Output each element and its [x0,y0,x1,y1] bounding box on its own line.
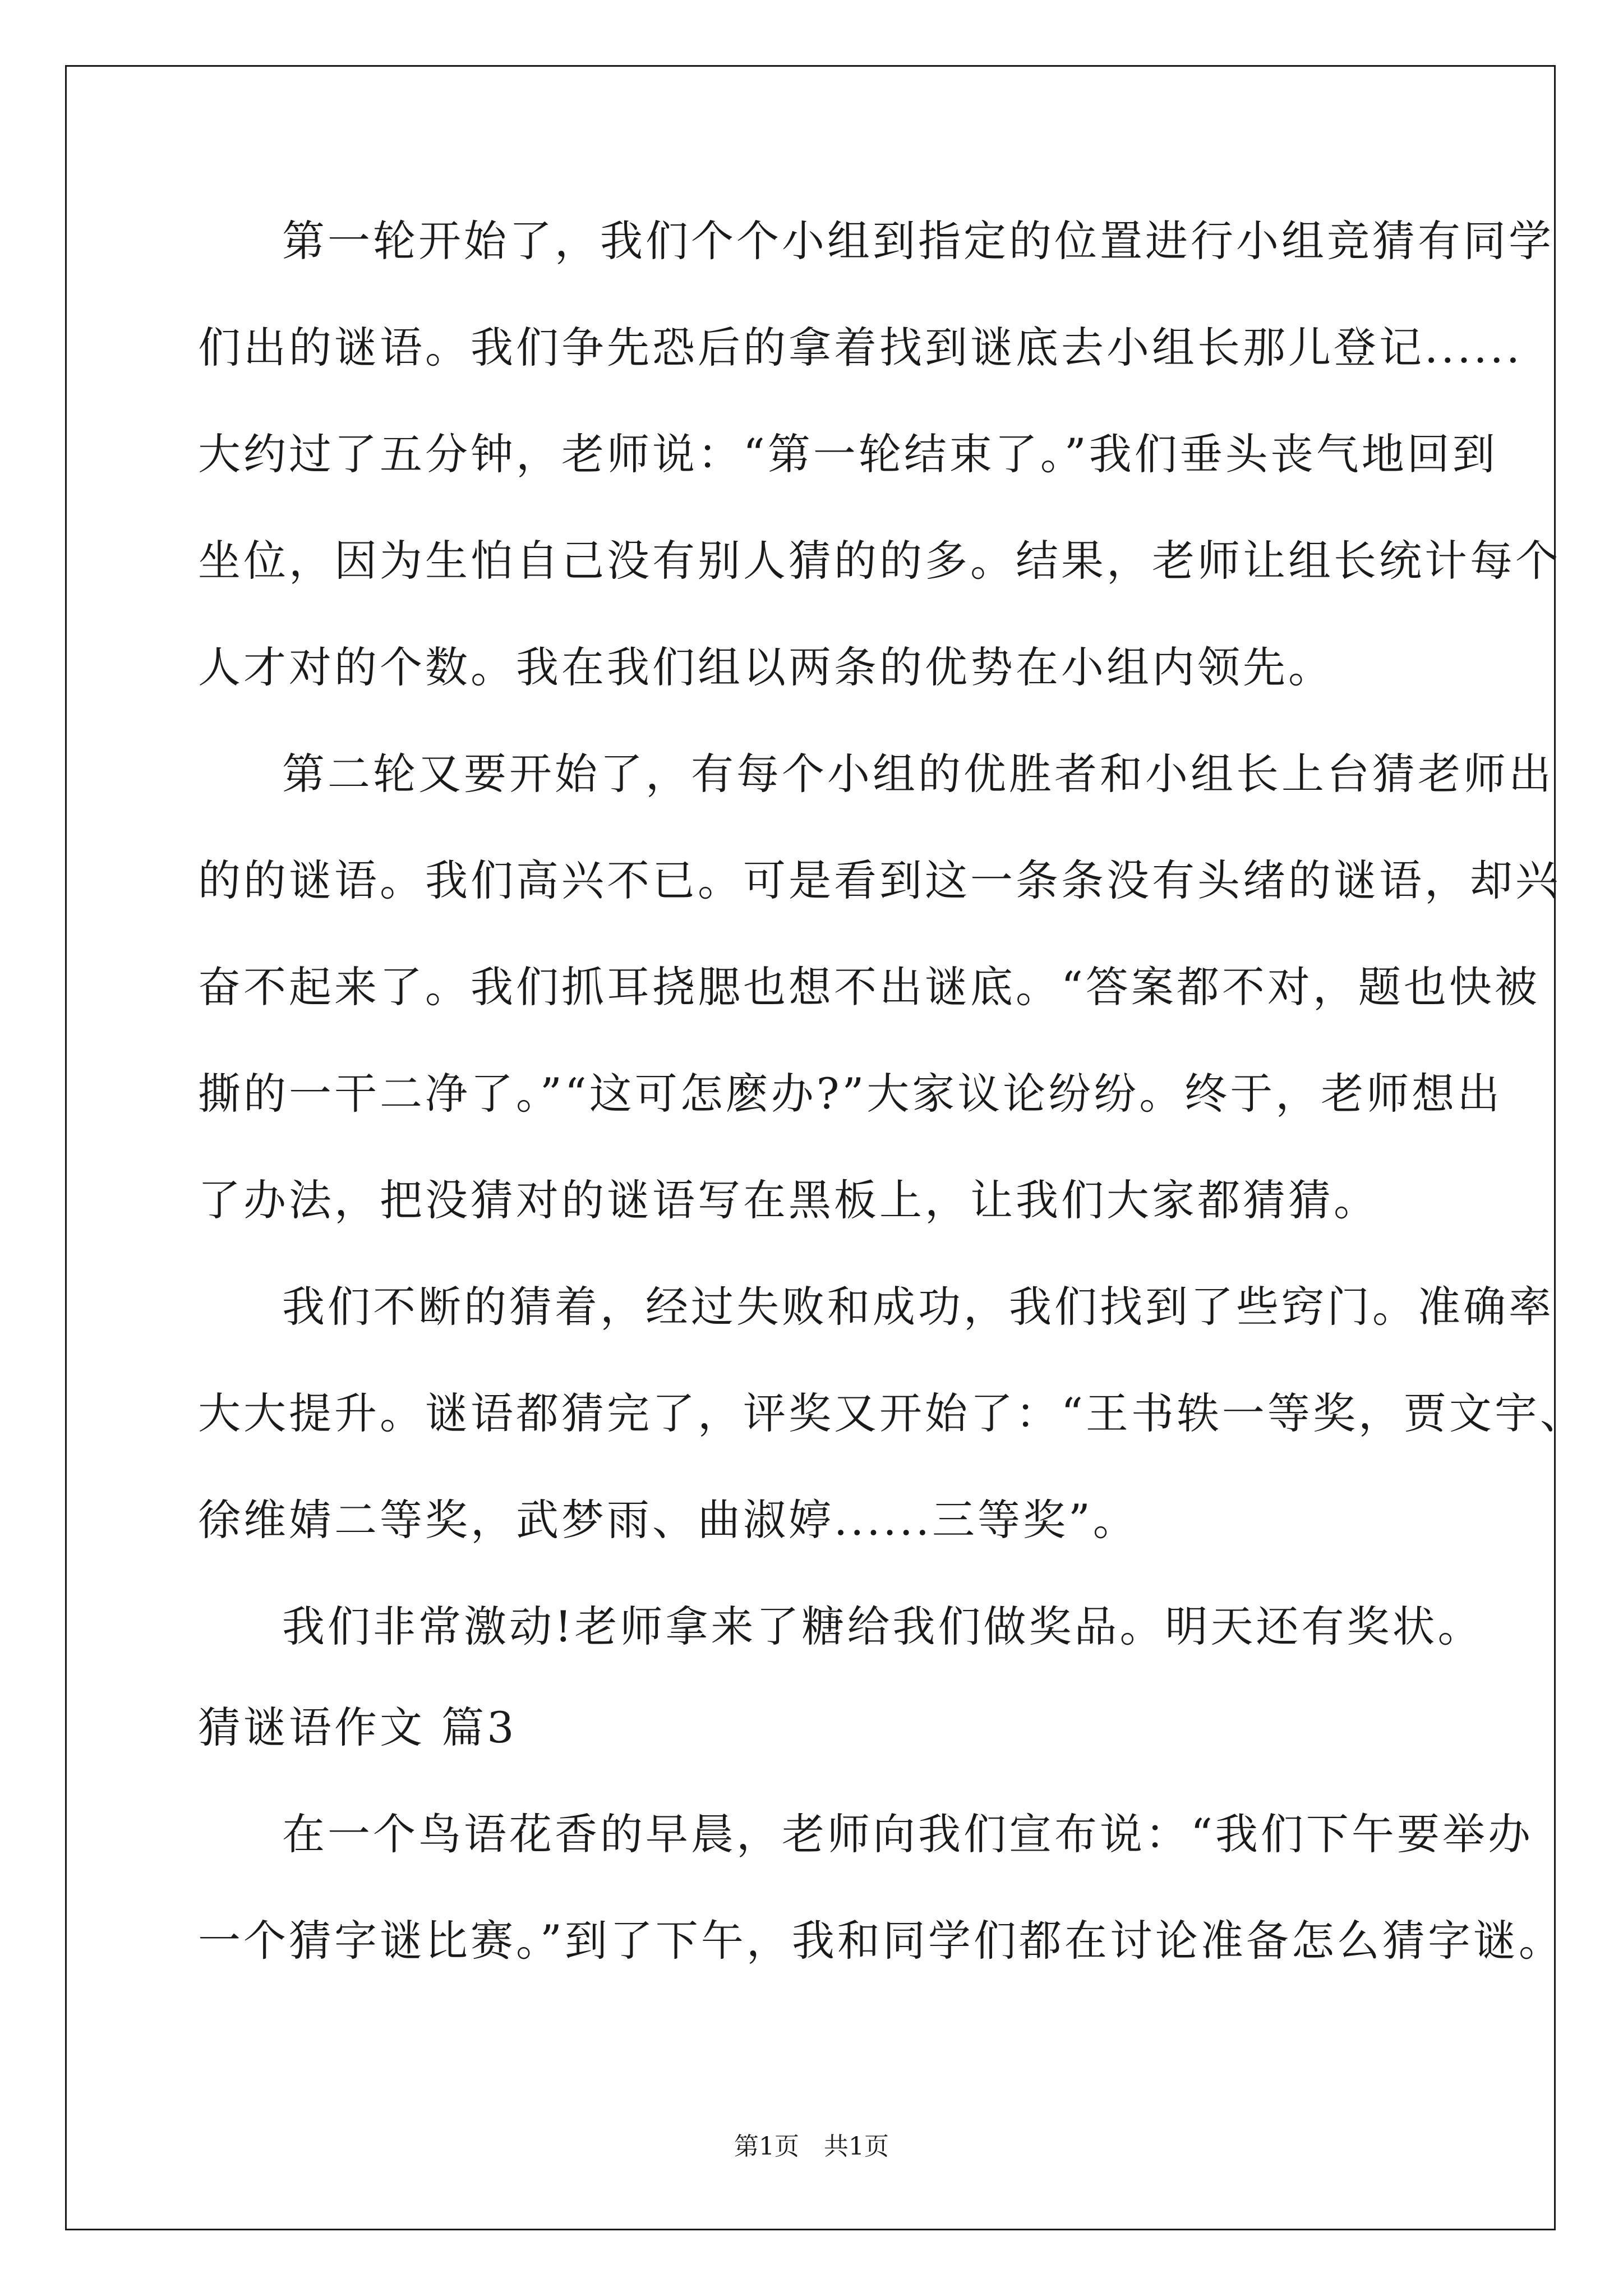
page-border [65,65,1556,2230]
paragraph-line: 撕的一干二净了。”“这可怎麽办?”大家议论纷纷。终于，老师想出 [198,1069,1503,1119]
paragraph-line: 我们不断的猜着，经过失败和成功，我们找到了些窍门。准确率 [282,1282,1554,1332]
paragraph-line: 奋不起来了。我们抓耳挠腮也想不出谜底。“答案都不对，题也快被 [198,962,1540,1012]
paragraph-line: 大大提升。谜语都猜完了，评奖又开始了：“王书轶一等奖，贾文宇、 [198,1388,1585,1438]
page-number-footer: 第1页 共1页 [734,2132,889,2161]
paragraph-line: 了办法，把没猜对的谜语写在黑板上，让我们大家都猜猜。 [198,1175,1379,1225]
paragraph-line: 一个猜字谜比赛。”到了下午，我和同学们都在讨论准备怎么猜字谜。 [198,1916,1564,1966]
paragraph-line: 的的谜语。我们高兴不已。可是看到这一条条没有头绪的谜语，却兴 [198,855,1561,905]
paragraph-line: 大约过了五分钟，老师说：“第一轮结束了。”我们垂头丧气地回到 [198,429,1498,479]
paragraph-line: 人才对的个数。我在我们组以两条的优势在小组内领先。 [198,642,1334,692]
paragraph-line: 我们非常激动!老师拿来了糖给我们做奖品。明天还有奖状。 [282,1602,1483,1651]
paragraph-line: 第二轮又要开始了，有每个小组的优胜者和小组长上台猜老师出 [282,749,1554,799]
paragraph-line: 们出的谜语。我们争先恐后的拿着找到谜底去小组长那儿登记...... [198,323,1523,372]
paragraph-line: 坐位，因为生怕自己没有别人猜的的多。结果，老师让组长统计每个 [198,536,1561,586]
paragraph-line: 在一个鸟语花香的早晨，老师向我们宣布说：“我们下午要举办 [282,1809,1533,1859]
section-heading: 猜谜语作文 篇3 [198,1703,517,1752]
paragraph-line: 徐维婧二等奖，武梦雨、曲淑婷......三等奖”。 [198,1495,1138,1545]
paragraph-line: 第一轮开始了，我们个个小组到指定的位置进行小组竞猜有同学 [282,216,1554,266]
